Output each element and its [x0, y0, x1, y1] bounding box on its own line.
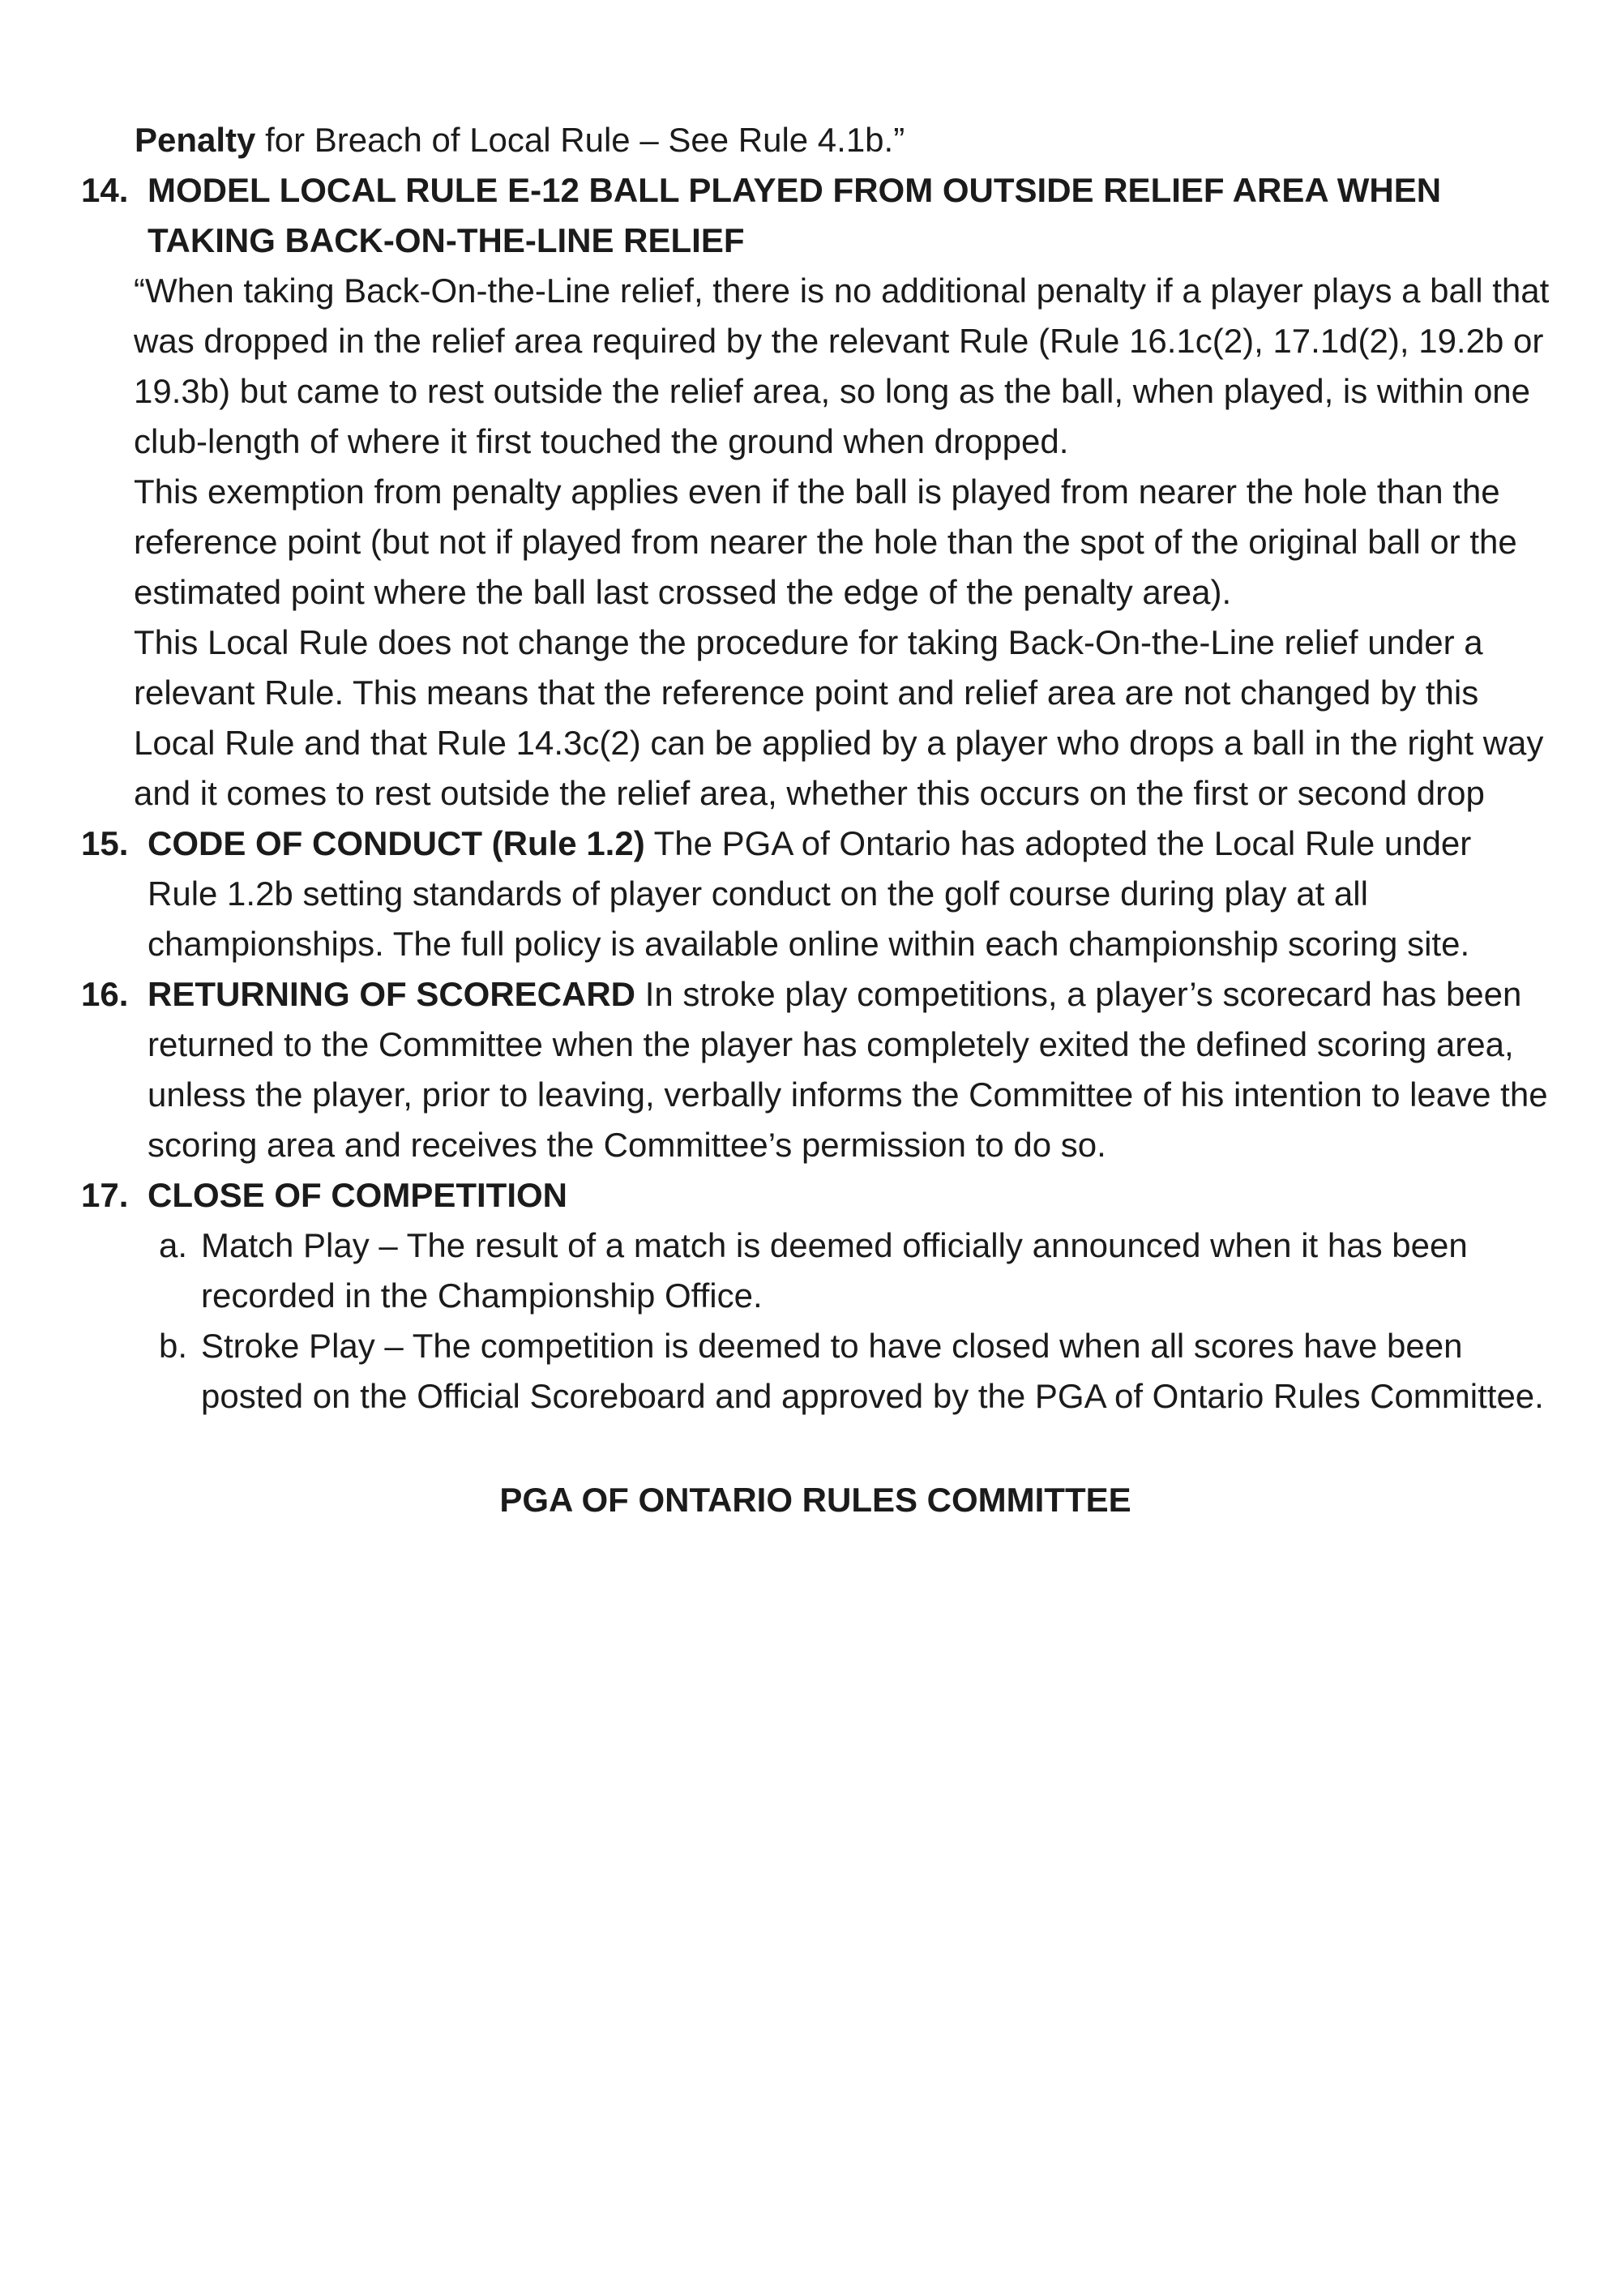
penalty-note-rest: for Breach of Local Rule – See Rule 4.1b.” [255, 121, 905, 159]
rule-item-17 [81, 1170, 1550, 1422]
sub-item-b [159, 1321, 1550, 1422]
sub-item-letter: b. [159, 1327, 188, 1365]
sub-item-text: Match Play – The result of a match is deemed officially announced when it has been recorded in the Championship Office. [201, 1226, 1468, 1315]
rule-paragraph: This exemption from penalty applies even if the ball is played from nearer the hole than the reference point (but not if played from nearer the hole than the spot of the original ball or the estimated point where the ball last crossed the edge of the penalty area). [134, 472, 1517, 611]
sub-item-letter: a. [159, 1226, 188, 1264]
rule-number: 16. [81, 975, 129, 1013]
rule-number: 17. [81, 1176, 129, 1214]
rule-content [148, 969, 1550, 1170]
rule-content [134, 165, 1550, 819]
rule-content [148, 1170, 1550, 1422]
rule-paragraph: This Local Rule does not change the procedure for taking Back-On-the-Line relief under a relevant Rule. This means that the reference point and relief area are not changed by this Local Rule and that Rule 14.3c(2) can be applied by a player who drops a ball in the right way and it comes to rest outside the relief area, whether this occurs on the first or second drop [134, 623, 1544, 812]
rule-content [148, 819, 1550, 969]
rule-item-16 [81, 969, 1550, 1170]
penalty-note [81, 115, 1550, 165]
footer-title: PGA OF ONTARIO RULES COMMITTEE [499, 1481, 1131, 1519]
rule-item-15 [81, 819, 1550, 969]
sub-item-a [159, 1221, 1550, 1321]
penalty-note-lead: Penalty [135, 121, 256, 159]
rule-title: CODE OF CONDUCT (Rule 1.2) [148, 824, 645, 862]
rule-body: In stroke play competitions, a player’s scorecard has been returned to the Committee when the player has completely exited the defined scoring area, unless the player, prior to leaving, verbally informs the Committee of his intention to leave the scoring area and receives the Committee’s permission to do so. [148, 975, 1548, 1164]
rule-title: MODEL LOCAL RULE E-12 BALL PLAYED FROM OUTSIDE RELIEF AREA WHEN TAKING BACK-ON-THE-LINE RELIEF [148, 171, 1442, 259]
rule-number: 14. [81, 171, 129, 209]
rule-item-14 [81, 165, 1550, 819]
rule-title: CLOSE OF COMPETITION [148, 1176, 568, 1214]
sub-item-text: Stroke Play – The competition is deemed to have closed when all scores have been posted on the Official Scoreboard and approved by the PGA of Ontario Rules Committee. [201, 1327, 1544, 1415]
rule-title: RETURNING OF SCORECARD [148, 975, 636, 1013]
rule-paragraph: “When taking Back-On-the-Line relief, there is no additional penalty if a player plays a ball that was dropped in the relief area required by the relevant Rule (Rule 16.1c(2), 17.1d(2), 19.2b or 19.3b) but came to rest outside the relief area, so long as the ball, when played, is within one club-length of where it first touched the ground when dropped. [134, 272, 1550, 460]
rule-number: 15. [81, 824, 129, 862]
rule-body: The PGA of Ontario has adopted the Local Rule under Rule 1.2b setting standards of player conduct on the golf course during play at all championships. The full policy is available online within each championship scoring site. [148, 824, 1472, 963]
